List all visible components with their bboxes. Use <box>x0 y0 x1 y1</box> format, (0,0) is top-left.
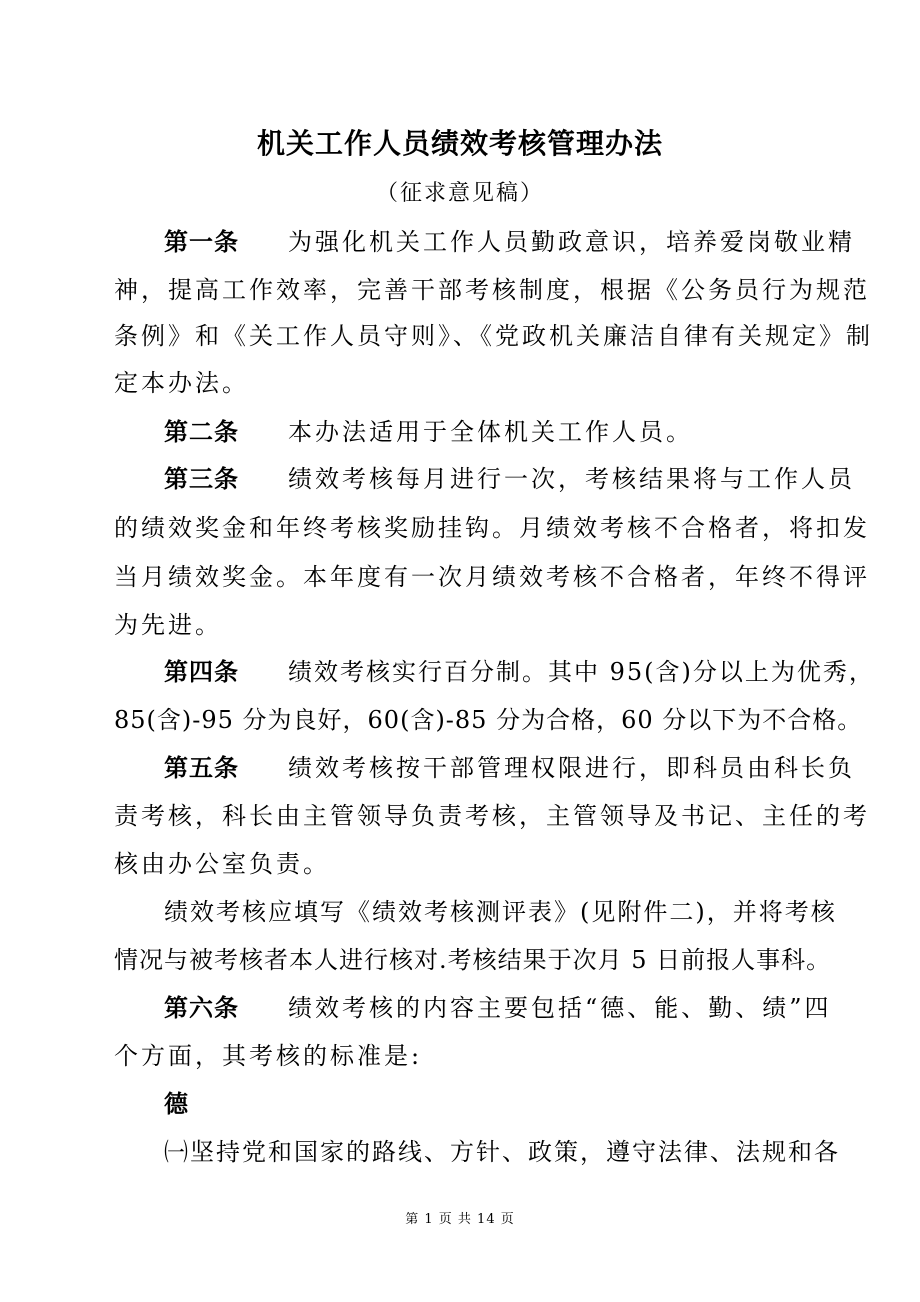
body-line <box>164 658 875 686</box>
body-line: 当月绩效奖金。本年度有一次月绩效考核不合格者，年终不得评 <box>114 563 870 591</box>
body-line: ㈠坚持党和国家的路线、方针、政策，遵守法律、法规和各 <box>164 1138 840 1166</box>
body-line: 情况与被考核者本人进行核对.考核结果于次月 5 日前报人事科。 <box>114 946 832 974</box>
article-label: 第五条 <box>164 754 239 782</box>
body-line <box>164 754 855 782</box>
section-heading: 德 <box>164 1090 191 1118</box>
body-line: 为先进。 <box>114 611 222 639</box>
body-line: 条例》和《关工作人员守则》、《党政机关廉洁自律有关规定》制 <box>114 322 873 350</box>
body-line <box>164 994 832 1022</box>
body-line: 85(含)-95 分为良好，60(含)-85 分为合格，60 分以下为不合格。 <box>114 706 863 734</box>
body-line <box>164 465 855 493</box>
article-label: 第三条 <box>164 465 239 493</box>
article-label: 第二条 <box>164 418 239 446</box>
line-text: 绩效考核按干部管理权限进行，即科员由科长负 <box>288 754 855 782</box>
line-text: 为强化机关工作人员勤政意识，培养爱岗敬业精 <box>288 228 855 256</box>
document-subtitle: （征求意见稿） <box>375 181 544 206</box>
line-text: 绩效考核每月进行一次，考核结果将与工作人员 <box>288 465 855 493</box>
body-line: 责考核，科长由主管领导负责考核，主管领导及书记、主任的考 <box>114 802 870 830</box>
body-line <box>164 228 855 256</box>
document-title: 机关工作人员绩效考核管理办法 <box>256 127 663 160</box>
article-label: 第四条 <box>164 658 239 686</box>
body-line: 个方面，其考核的标准是: <box>114 1042 423 1070</box>
page-footer: 第 1 页 共 14 页 <box>405 1212 515 1227</box>
body-line: 核由办公室负责。 <box>114 850 330 878</box>
line-text: 绩效考核的内容主要包括“德、能、勤、绩”四 <box>288 994 832 1022</box>
body-line: 神，提高工作效率，完善干部考核制度，根据《公务员行为规范 <box>114 276 870 304</box>
line-text: 本办法适用于全体机关工作人员。 <box>288 418 693 446</box>
body-line: 绩效考核应填写《绩效考核测评表》(见附件二)，并将考核 <box>164 898 837 926</box>
body-line <box>164 420 804 444</box>
body-line: 定本办法。 <box>114 369 249 397</box>
body-line: 的绩效奖金和年终考核奖励挂钩。月绩效考核不合格者，将扣发 <box>114 514 870 542</box>
article-label: 第六条 <box>164 994 239 1022</box>
article-label: 第一条 <box>164 228 239 256</box>
line-text: 绩效考核实行百分制。其中 95(含)分以上为优秀， <box>288 658 875 686</box>
